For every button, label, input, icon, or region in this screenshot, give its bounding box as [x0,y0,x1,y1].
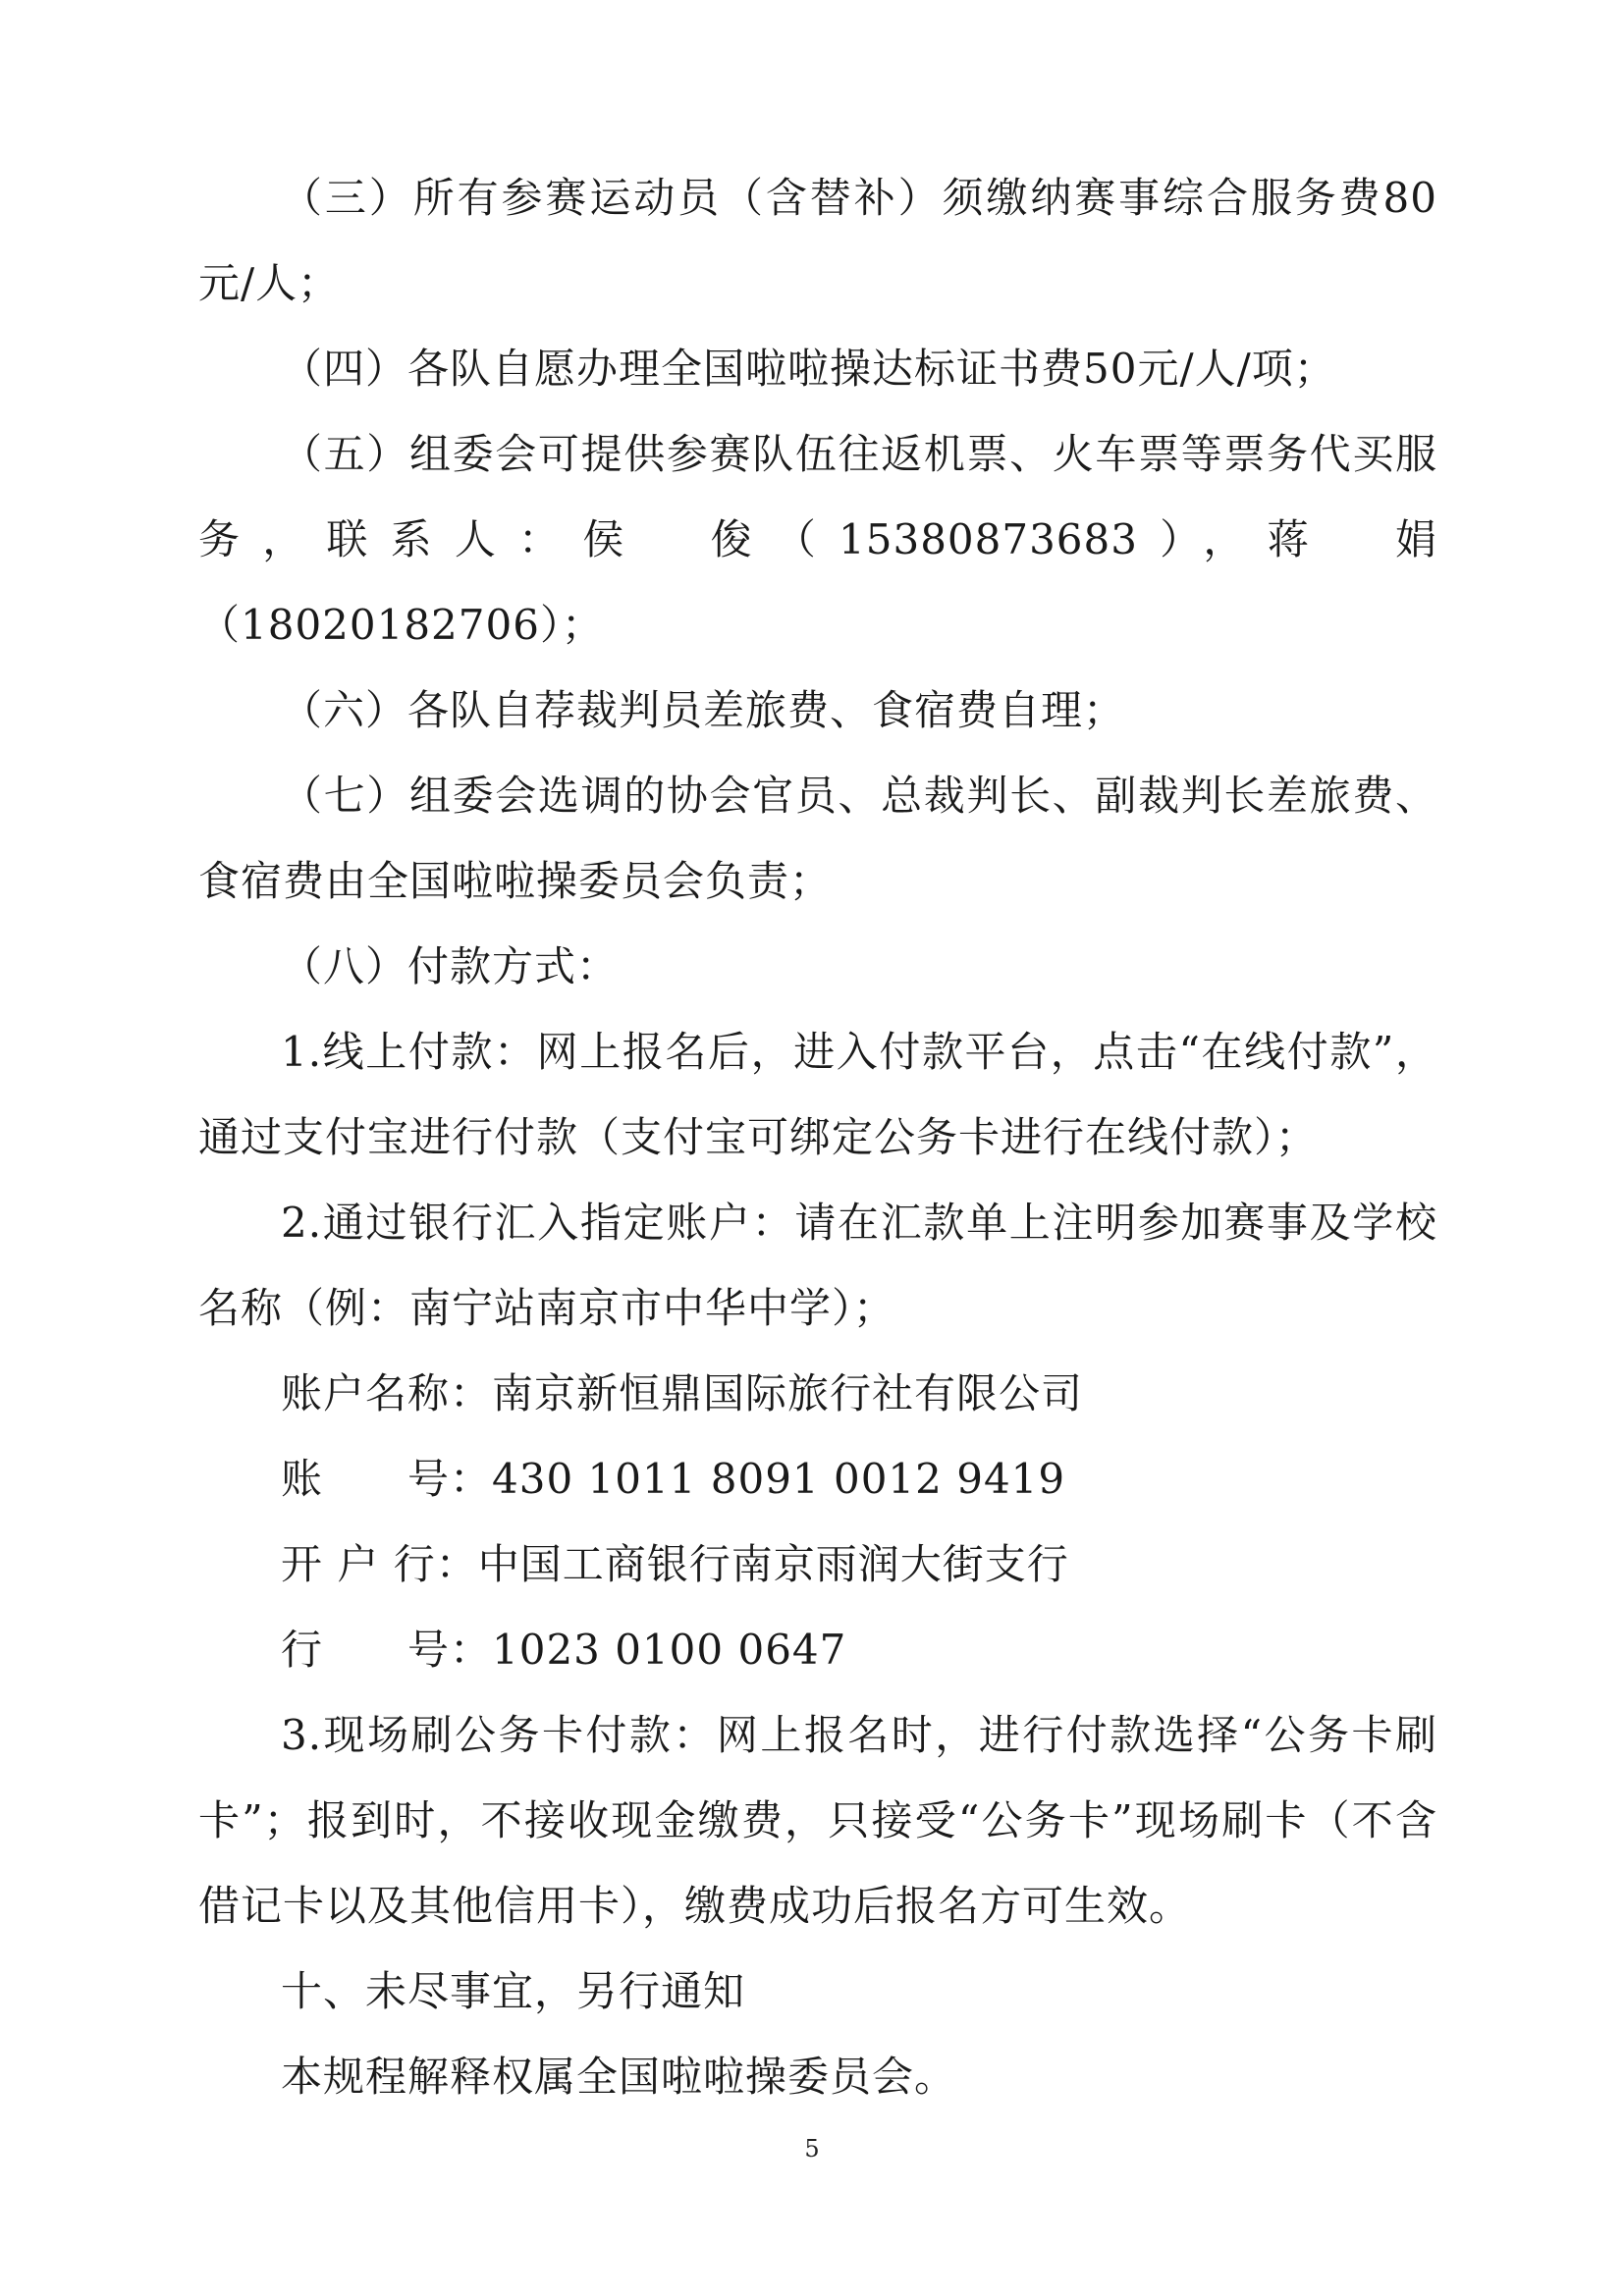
paragraph-fee-service: （三）所有参赛运动员（含替补）须缴纳赛事综合服务费80元/人； [198,174,1437,307]
paragraph-interpretation: 本规程解释权属全国啦啦操委员会。 [281,2053,957,2101]
paragraph-certificate-fee: （四）各队自愿办理全国啦啦操达标证书费50元/人/项； [281,345,1336,393]
paragraph-bank-transfer: 2.通过银行汇入指定账户：请在汇款单上注明参加赛事及学校名称（例：南宁站南京市中华中学）； [198,1199,1437,1332]
account-bank-code: 行 号：1023 0100 0647 [281,1626,847,1674]
paragraph-ticket-service: （五）组委会可提供参赛队伍往返机票、火车票等票务代买服务，联系人：侯 俊（15380873683），蒋 娟（18020182706）； [198,430,1437,649]
section-heading-misc: 十、未尽事宜，另行通知 [281,1967,746,2015]
paragraph-official-expenses: （七）组委会选调的协会官员、总裁判长、副裁判长差旅费、食宿费由全国啦啦操委员会负责； [198,772,1437,905]
account-bank: 开 户 行：中国工商银行南京雨润大街支行 [281,1540,1069,1588]
paragraph-payment-methods: （八）付款方式： [281,942,620,990]
paragraph-referee-expenses: （六）各队自荐裁判员差旅费、食宿费自理； [281,686,1126,734]
page-number: 5 [804,2135,820,2163]
account-name: 账户名称：南京新恒鼎国际旅行社有限公司 [281,1369,1084,1417]
document-body [198,155,1437,2119]
paragraph-card-payment: 3.现场刷公务卡付款：网上报名时，进行付款选择“公务卡刷卡”；报到时，不接收现金缴费，只接受“公务卡”现场刷卡（不含借记卡以及其他信用卡），缴费成功后报名方可生效。 [198,1711,1437,1930]
account-number: 账 号：430 1011 8091 0012 9419 [281,1455,1066,1503]
paragraph-online-payment: 1.线上付款：网上报名后，进入付款平台，点击“在线付款”，通过支付宝进行付款（支付宝可绑定公务卡进行在线付款）； [198,1028,1437,1161]
